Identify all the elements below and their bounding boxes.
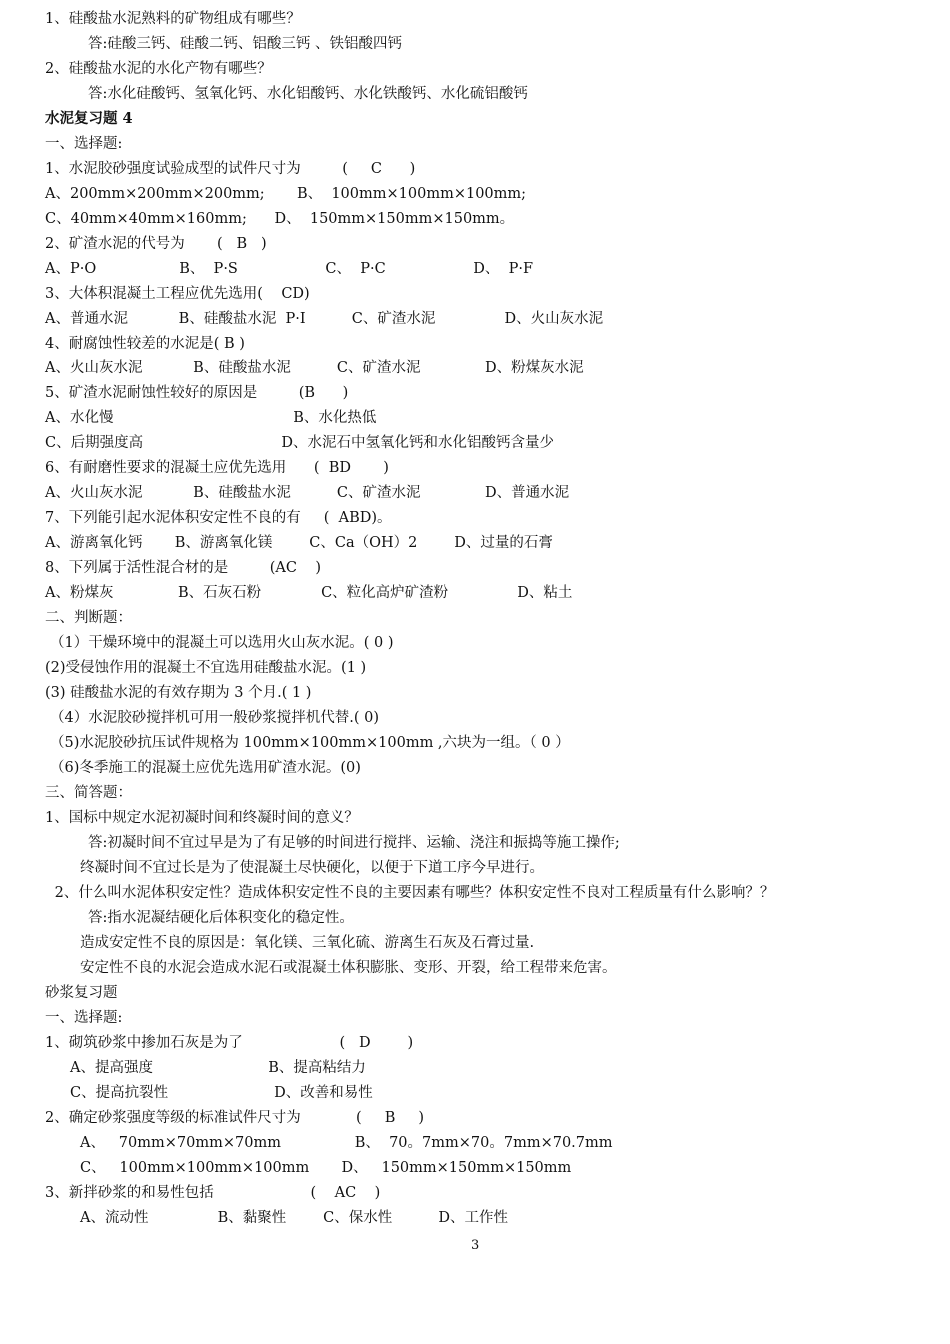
text-line: A、水化慢 B、水化热低 <box>45 410 377 426</box>
text-line: （6)冬季施工的混凝土应优先选用矿渣水泥。(0) <box>50 760 361 776</box>
text-line: A、火山灰水泥 B、硅酸盐水泥 C、矿渣水泥 D、普通水泥 <box>45 485 570 501</box>
text-line: C、后期强度高 D、水泥石中氢氧化钙和水化铝酸钙含量少 <box>45 435 554 451</box>
text-line: A、P·O B、 P·S C、 P·C D、 P·F <box>45 261 534 277</box>
text-line: 水泥复习题 4 <box>45 110 133 127</box>
text-line: （4）水泥胶砂搅拌机可用一般砂浆搅拌机代替.( 0) <box>50 710 379 726</box>
text-line: A、普通水泥 B、硅酸盐水泥 P·I C、矿渣水泥 D、火山灰水泥 <box>45 311 604 327</box>
text-line: 砂浆复习题 <box>45 985 118 1001</box>
text-line: A、粉煤灰 B、石灰石粉 C、粒化高炉矿渣粉 D、粘土 <box>45 585 573 601</box>
text-line: 答:初凝时间不宜过早是为了有足够的时间进行搅拌、运输、浇注和振捣等施工操作; <box>88 835 620 851</box>
text-line: 答:水化硅酸钙、氢氧化钙、水化铝酸钙、水化铁酸钙、水化硫铝酸钙 <box>88 86 528 102</box>
text-line: 1、国标中规定水泥初凝时间和终凝时间的意义？ <box>45 810 359 826</box>
text-line: A、火山灰水泥 B、硅酸盐水泥 C、矿渣水泥 D、粉煤灰水泥 <box>45 360 584 376</box>
page-number: 3 <box>471 1238 480 1253</box>
text-line: 1、砌筑砂浆中掺加石灰是为了 ( D ) <box>45 1035 414 1051</box>
text-line: 4、耐腐蚀性较差的水泥是( B ) <box>45 336 245 352</box>
text-line: (2)受侵蚀作用的混凝土不宜选用硅酸盐水泥。(1 ) <box>45 660 367 676</box>
text-line: 安定性不良的水泥会造成水泥石或混凝土体积膨胀、变形、开裂，给工程带来危害。 <box>80 960 617 976</box>
text-line: 造成安定性不良的原因是：氧化镁、三氧化硫、游离生石灰及石膏过量. <box>80 935 535 951</box>
text-line: （5)水泥胶砂抗压试件规格为 100mm×100mm×100mm ,六块为一组。（ 0 ） <box>50 735 570 751</box>
text-line: 2、硅酸盐水泥的水化产物有哪些？ <box>45 61 272 77</box>
text-line: 6、有耐磨性要求的混凝土应优先选用 ( BD ) <box>45 460 389 476</box>
text-line: 答:硅酸三钙、硅酸二钙、铝酸三钙 、铁铝酸四钙 <box>88 36 402 52</box>
text-line: 三、简答题： <box>45 785 132 801</box>
text-line: 3、新拌砂浆的和易性包括 ( AC ) <box>45 1185 381 1201</box>
text-line: (3) 硅酸盐水泥的有效存期为 3 个月.( 1 ) <box>45 685 312 701</box>
text-line: C、提高抗裂性 D、改善和易性 <box>70 1085 373 1101</box>
text-line: （1）干燥环境中的混凝土可以选用火山灰水泥。( 0 ) <box>50 635 394 651</box>
text-line: 3、大体积混凝土工程应优先选用( CD) <box>45 286 310 302</box>
text-line: 1、水泥胶砂强度试验成型的试件尺寸为 ( C ) <box>45 161 416 177</box>
text-line: 2、确定砂浆强度等级的标准试件尺寸为 ( B ) <box>45 1110 425 1126</box>
text-line: 一、选择题: <box>45 136 123 152</box>
text-line: 7、下列能引起水泥体积安定性不良的有 ( ABD)。 <box>45 510 392 526</box>
text-line: 二、判断题： <box>45 610 132 626</box>
text-line: C、40mm×40mm×160mm; D、 150mm×150mm×150mm。 <box>45 211 515 227</box>
text-line: A、 70mm×70mm×70mm B、 70。7mm×70。7mm×70.7mm <box>80 1135 613 1151</box>
text-line: A、200mm×200mm×200mm; B、 100mm×100mm×100mm; <box>45 186 527 202</box>
text-line: A、流动性 B、黏聚性 C、保水性 D、工作性 <box>80 1210 508 1226</box>
text-line: A、提高强度 B、提高粘结力 <box>70 1060 366 1076</box>
text-line: C、 100mm×100mm×100mm D、 150mm×150mm×150mm <box>80 1160 572 1176</box>
text-line: A、游离氧化钙 B、游离氧化镁 C、Ca（OH）2 D、过量的石膏 <box>45 535 553 551</box>
text-line: 2、矿渣水泥的代号为 ( B ) <box>45 236 267 252</box>
text-line: 2、什么叫水泥体积安定性？造成体积安定性不良的主要因素有哪些？体积安定性不良对工程质量有什么影响？？ <box>50 885 775 901</box>
text-line: 8、下列属于活性混合材的是 (AC ) <box>45 560 322 576</box>
text-line: 答:指水泥凝结硬化后体积变化的稳定性。 <box>88 910 354 926</box>
text-line: 一、选择题: <box>45 1010 123 1026</box>
text-line: 1、硅酸盐水泥熟料的矿物组成有哪些？ <box>45 11 301 27</box>
text-line: 5、矿渣水泥耐蚀性较好的原因是 (B ) <box>45 385 349 401</box>
text-line: 终凝时间不宜过长是为了使混凝土尽快硬化，以便于下道工序今早进行。 <box>80 860 544 876</box>
